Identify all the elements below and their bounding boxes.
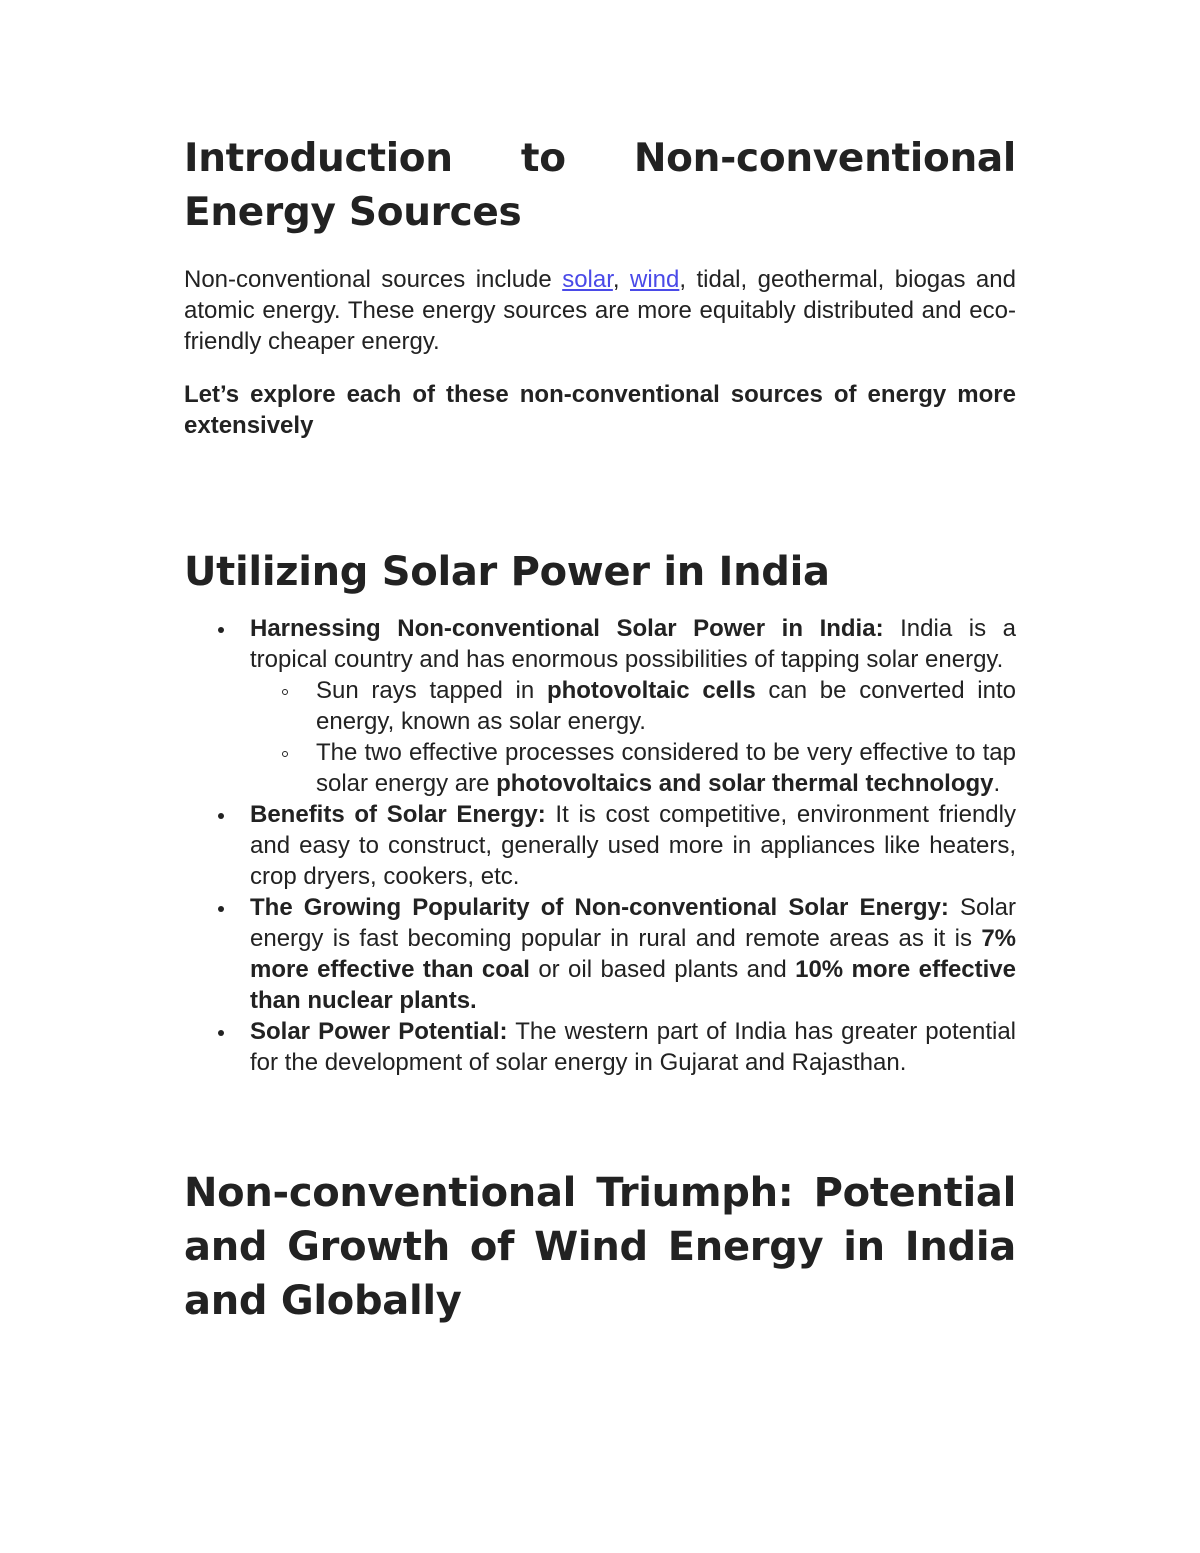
intro-heading: Introduction to Non-conventional Energy Sources: [184, 136, 1016, 235]
wind-heading: Non-conventional Triumph: Potential and Growth of Wind Energy in India and Globally: [184, 1170, 1016, 1324]
bullet-bold: 7% more effective than coal: [250, 925, 1016, 983]
bullet-text: or oil based plants and: [529, 956, 796, 983]
bullet-label: The Growing Popularity of Non-conventional Solar Energy:: [250, 894, 949, 921]
sub-text: Sun rays tapped in: [316, 677, 547, 704]
bullet-bold: 10% more effective than nuclear plants.: [250, 956, 1016, 1014]
bullet-text: Solar energy is fast becoming popular in rural and remote areas as it is: [250, 894, 1017, 952]
intro-text-prefix: Non-conventional sources include: [184, 266, 563, 293]
solar-sub-list: [250, 675, 1016, 799]
intro-text-suffix: , tidal, geothermal, biogas and atomic energy. These energy sources are more equitably distributed and eco-friendly cheaper energy.: [184, 266, 1016, 355]
wind-link[interactable]: wind: [630, 266, 680, 293]
bullet-text: India is a tropical country and has enormous possibilities of tapping solar energy.: [250, 615, 1016, 673]
bullet-icon: [218, 813, 224, 819]
sub-bold: photovoltaics and solar thermal technology: [496, 770, 994, 797]
list-item: [250, 1016, 1016, 1078]
explore-text: Let’s explore each of these non-conventional sources of energy more extensively: [184, 381, 1016, 439]
hollow-bullet-icon: [282, 689, 288, 695]
bullet-label: Harnessing Non-conventional Solar Power in India:: [250, 615, 884, 642]
sub-text: The two effective processes considered to be very effective to tap solar energy are: [316, 739, 1016, 797]
intro-paragraph: [184, 264, 1016, 357]
bullet-icon: [218, 627, 224, 633]
bullet-label: Benefits of Solar Energy:: [250, 801, 546, 828]
bullet-icon: [218, 906, 224, 912]
sub-text: can be converted into energy, known as solar energy.: [316, 677, 1016, 735]
list-item: [316, 737, 1016, 799]
bullet-text: The western part of India has greater potential for the development of solar energy in Gujarat and Rajasthan.: [250, 1018, 1017, 1076]
list-item: [250, 613, 1016, 799]
solar-heading: Utilizing Solar Power in India: [184, 549, 830, 595]
sub-text: .: [993, 770, 1001, 797]
list-item: [250, 799, 1016, 892]
bullet-icon: [218, 1030, 224, 1036]
sub-bold: photovoltaic cells: [546, 677, 756, 704]
solar-bullet-list: [184, 613, 1016, 1078]
bullet-text: It is cost competitive, environment friendly and easy to construct, generally used more in appliances like heaters, crop dryers, cookers, etc.: [250, 801, 1016, 890]
list-item: [250, 892, 1016, 1016]
solar-link[interactable]: solar: [562, 266, 613, 293]
hollow-bullet-icon: [282, 751, 288, 757]
list-item: [316, 675, 1016, 737]
document-page: [184, 132, 1016, 1328]
bullet-label: Solar Power Potential:: [250, 1018, 508, 1045]
intro-separator: ,: [612, 266, 630, 293]
